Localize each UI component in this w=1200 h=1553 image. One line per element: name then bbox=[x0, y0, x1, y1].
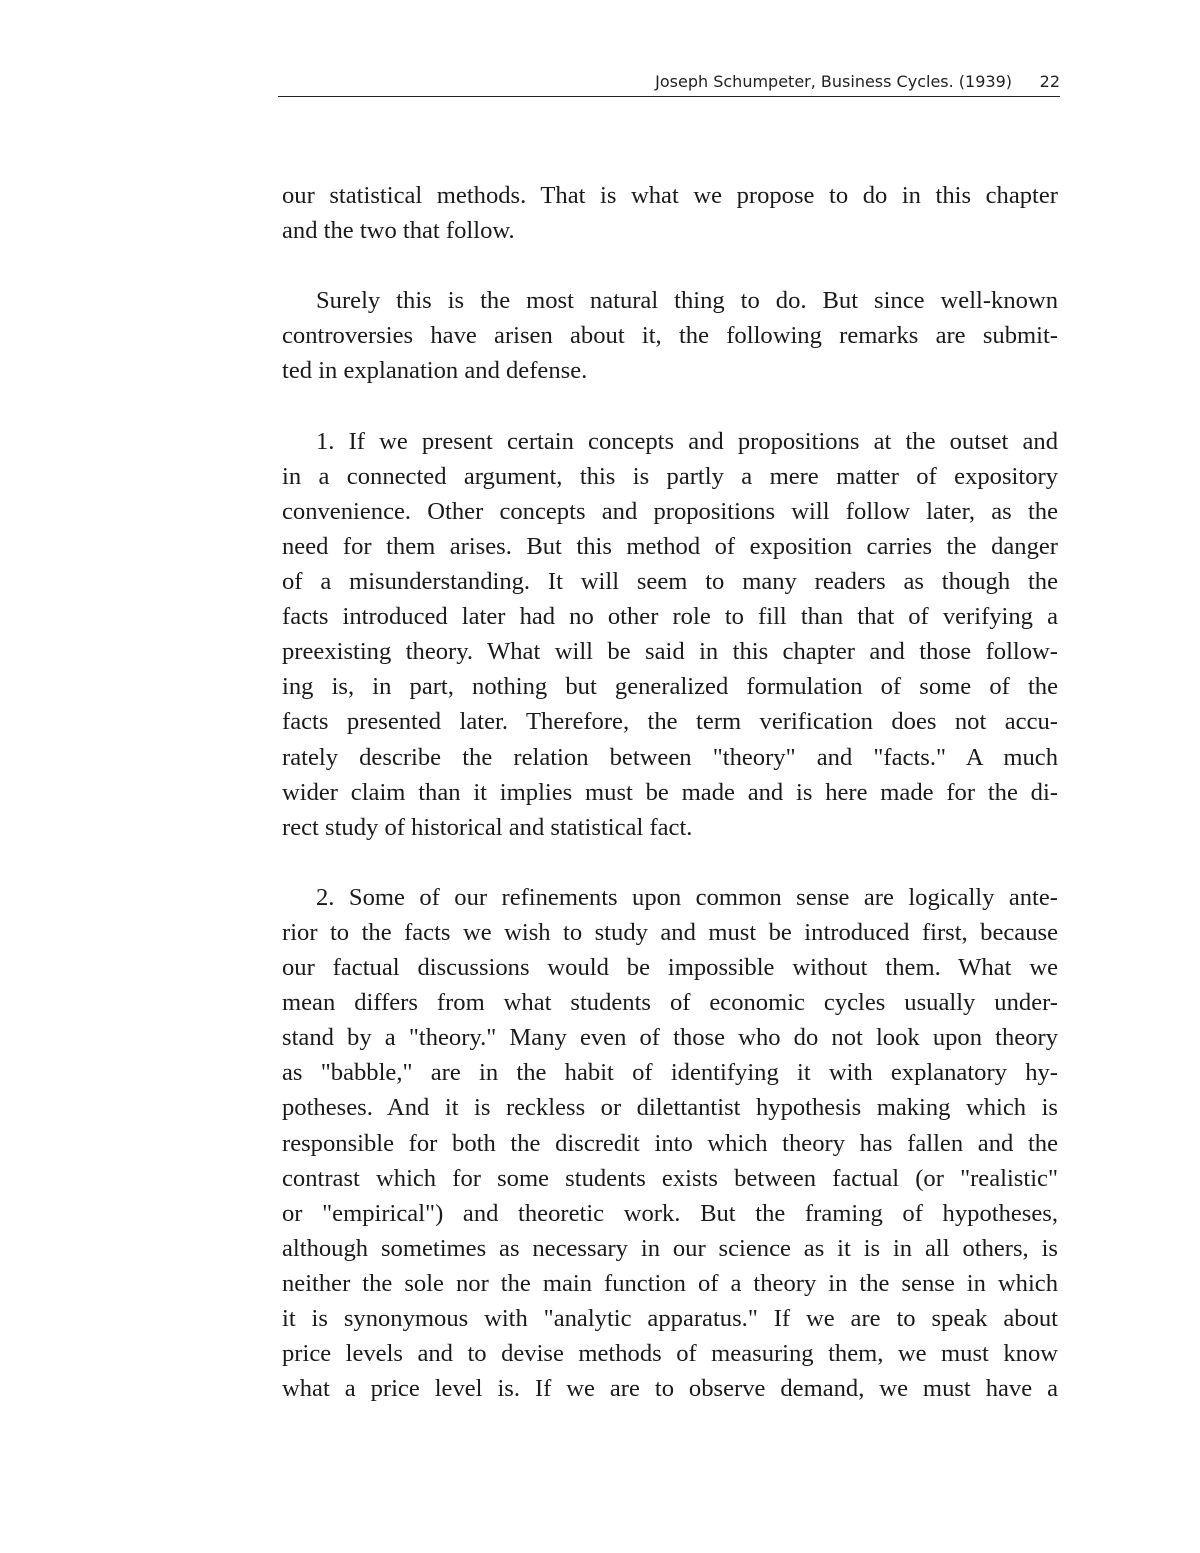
page-number: 22 bbox=[1039, 72, 1060, 91]
text-line: mean differs from what students of economic cycles usually under- bbox=[282, 989, 1058, 1017]
text-line: need for them arises. But this method of exposition carries the danger bbox=[282, 532, 1058, 560]
paragraph-continuation bbox=[282, 178, 1058, 248]
text-line: convenience. Other concepts and propositions will follow later, as the bbox=[282, 497, 1058, 525]
text-line: of a misunderstanding. It will seem to many readers as though the bbox=[282, 568, 1058, 596]
text-line: 1. If we present certain concepts and propositions at the outset and bbox=[316, 427, 1058, 455]
text-line: what a price level is. If we are to observe demand, we must have a bbox=[282, 1375, 1058, 1403]
text-line: potheses. And it is reckless or dilettantist hypothesis making which is bbox=[282, 1094, 1058, 1122]
text-line: contrast which for some students exists between factual (or "realistic" bbox=[282, 1164, 1058, 1192]
text-line: controversies have arisen about it, the following remarks are submit- bbox=[282, 322, 1058, 350]
text-line: in a connected argument, this is partly a mere matter of expository bbox=[282, 462, 1058, 490]
text-line: rately describe the relation between "theory" and "facts." A much bbox=[282, 743, 1058, 771]
text-line: and the two that follow. bbox=[282, 217, 515, 245]
text-line: ted in explanation and defense. bbox=[282, 357, 588, 385]
text-line: facts introduced later had no other role to fill than that of verifying a bbox=[282, 603, 1058, 631]
paragraph-point-2 bbox=[282, 880, 1058, 1406]
running-header-title: Joseph Schumpeter, Business Cycles. (1939) bbox=[655, 72, 1012, 91]
text-line: stand by a "theory." Many even of those who do not look upon theory bbox=[282, 1024, 1058, 1052]
text-line: 2. Some of our refinements upon common sense are logically ante- bbox=[316, 883, 1058, 911]
text-line: or "empirical") and theoretic work. But the framing of hypotheses, bbox=[282, 1199, 1058, 1227]
paragraph-surely bbox=[282, 283, 1058, 388]
text-line: responsible for both the discredit into which theory has fallen and the bbox=[282, 1129, 1058, 1157]
text-line: wider claim than it implies must be made and is here made for the di- bbox=[282, 778, 1058, 806]
text-line: our statistical methods. That is what we propose to do in this chapter bbox=[282, 182, 1058, 209]
paragraph-point-1 bbox=[282, 424, 1058, 845]
text-line: as "babble," are in the habit of identifying it with explanatory hy- bbox=[282, 1059, 1058, 1087]
text-line: preexisting theory. What will be said in this chapter and those follow- bbox=[282, 638, 1058, 666]
text-line: rior to the facts we wish to study and must be introduced first, because bbox=[282, 918, 1058, 946]
text-line: price levels and to devise methods of measuring them, we must know bbox=[282, 1340, 1058, 1368]
text-line: Surely this is the most natural thing to do. But since well-known bbox=[316, 287, 1058, 315]
text-line: it is synonymous with "analytic apparatus." If we are to speak about bbox=[282, 1305, 1058, 1332]
text-line: our factual discussions would be impossible without them. What we bbox=[282, 954, 1058, 982]
text-line: neither the sole nor the main function of a theory in the sense in which bbox=[282, 1269, 1058, 1297]
text-line: facts presented later. Therefore, the term verification does not accu- bbox=[282, 708, 1058, 736]
text-line: ing is, in part, nothing but generalized formulation of some of the bbox=[282, 673, 1058, 701]
body-text bbox=[282, 178, 1058, 1441]
text-line: although sometimes as necessary in our science as it is in all others, is bbox=[282, 1234, 1058, 1262]
running-header bbox=[278, 70, 1060, 97]
text-line: rect study of historical and statistical fact. bbox=[282, 813, 693, 841]
